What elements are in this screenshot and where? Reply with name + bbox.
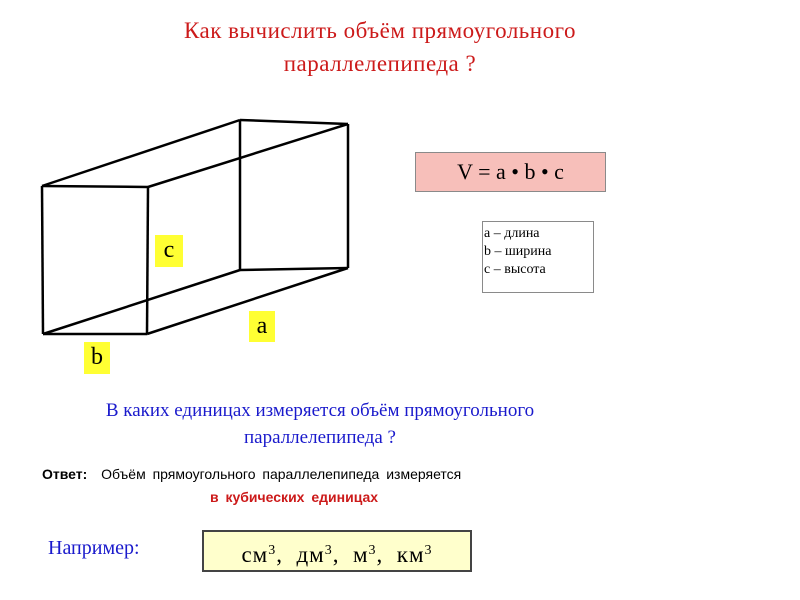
edge-label-a: a xyxy=(249,311,275,342)
question-line-2: параллелепипеда ? xyxy=(244,427,396,448)
legend-item-width: b – ширина xyxy=(484,244,552,259)
front-top-right-edge xyxy=(148,124,348,187)
legend-item-length: a – длина xyxy=(484,226,540,241)
units-box: $см^3$, $дм^3$, $м^3$, $км^3$ xyxy=(202,530,472,572)
answer-highlight: в кубических единицах xyxy=(210,489,379,505)
back-top-right-edge xyxy=(240,120,348,124)
unit-m3: $м^3$ xyxy=(352,542,377,567)
front-bottom-right-edge xyxy=(147,268,348,334)
answer-body: Объём прямоугольного параллелепипеда измеряется xyxy=(101,466,462,482)
front-right-edge xyxy=(147,187,148,334)
legend-item-height: c – высота xyxy=(484,262,546,277)
title-line-1: Как вычислить объём прямоугольного xyxy=(184,18,576,43)
title-line-2: параллелепипеда ? xyxy=(283,51,477,76)
question-line-1: В каких единицах измеряется объём прямоугольного xyxy=(105,400,535,421)
variables-legend xyxy=(482,221,594,293)
answer-colon: : xyxy=(82,466,88,482)
hidden-bottom-edge xyxy=(43,270,240,334)
unit-km3: $км^3$ xyxy=(396,542,433,567)
volume-formula: V = a • b • c xyxy=(415,152,606,192)
answer-text xyxy=(42,466,461,482)
unit-dm3: $дм^3$ xyxy=(296,542,333,567)
back-top-edge xyxy=(42,120,240,186)
answer-label: Ответ xyxy=(42,466,83,482)
units-question xyxy=(0,397,640,451)
edge-label-b: b xyxy=(84,342,110,374)
front-left-edge xyxy=(42,186,43,334)
front-top-edge xyxy=(42,186,148,187)
edge-label-c: c xyxy=(155,235,183,267)
unit-cm3: $см^3$ xyxy=(241,542,277,567)
back-bottom-edge xyxy=(240,268,348,270)
example-label: Например: xyxy=(48,537,140,559)
